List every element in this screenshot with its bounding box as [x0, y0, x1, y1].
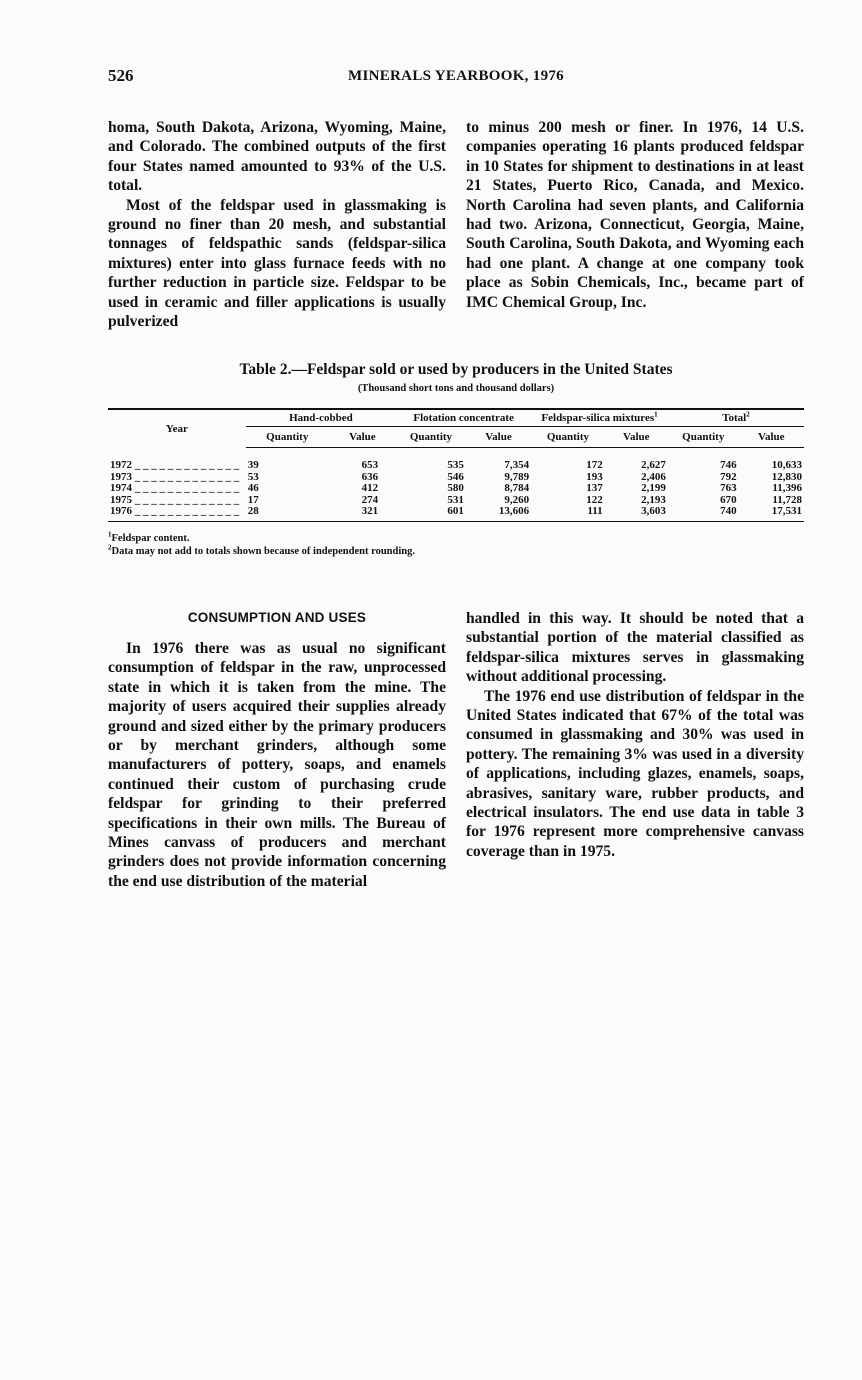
- running-title: MINERALS YEARBOOK, 1976: [348, 68, 564, 84]
- col-header-year: Year: [108, 409, 246, 448]
- paragraph: The 1976 end use distribution of feldspar in the United States indicated that 67% of the total was consumed in glassmaking and 30% was used in pottery. The remaining 3% was used in a diversity of applications, including glazes, enamels, soaps, abrasives, sanitary ware, rubber products, and electrical insulators. The end use data in table 3 for 1976 represent more comprehensive canvass coverage than in 1975.: [466, 687, 804, 860]
- footnote-1: $^1$Feldspar content.: [108, 530, 190, 544]
- table-row: 1972 _ _ _ _ _ _ _ _ _ _ _ _ _ 39 653 535 7,354 172 2,627 746 10,633: [110, 458, 802, 471]
- page-header: [108, 66, 804, 92]
- table-row: 1975 _ _ _ _ _ _ _ _ _ _ _ _ _ 17 274 531 9,260 122 2,193 670 11,728: [110, 493, 802, 506]
- table-footnotes: [108, 532, 804, 558]
- feldspar-table: [108, 408, 804, 522]
- table-row: 1974 _ _ _ _ _ _ _ _ _ _ _ _ _ 46 412 580 8,784 137 2,199 763 11,396: [110, 482, 802, 494]
- table-row: 1973 _ _ _ _ _ _ _ _ _ _ _ _ _ 53 636 546 9,789 193 2,406 792 12,830: [110, 470, 802, 483]
- col-group-hand-cobbed: Hand-cobbed: [246, 409, 396, 427]
- sub-header-quantity: Quantity: [531, 427, 605, 448]
- sub-header-quantity: Quantity: [246, 427, 329, 448]
- table-title: Table 2.—Feldspar sold or used by producers in the United States: [239, 361, 673, 378]
- sub-header-quantity: Quantity: [396, 427, 466, 448]
- table-row: 1976 _ _ _ _ _ _ _ _ _ _ _ _ _ 28 321 601 13,606 111 3,603 740 17,531: [108, 506, 804, 521]
- sub-header-value: Value: [739, 427, 804, 448]
- sub-header-value: Value: [466, 427, 531, 448]
- sub-header-value: Value: [605, 427, 668, 448]
- top-left-column: [108, 118, 446, 331]
- table-subtitle: (Thousand short tons and thousand dollars): [357, 383, 555, 394]
- paragraph: to minus 200 mesh or finer. In 1976, 14 U.S. companies operating 16 plants produced feldspar in 10 States for shipment to destinations in at least 21 States, Puerto Rico, Canada, and Mexico. North Carolina had seven plants, and California had two. Arizona, Connecticut, Georgia, Maine, South Carolina, South Dakota, and Wyoming each had one plant. A change at one company took place as Sobin Chemicals, Inc., became part of IMC Chemical Group, Inc.: [466, 119, 804, 311]
- footnote-2: $^2$Data may not add to totals shown because of independent rounding.: [108, 543, 415, 557]
- paragraph: handled in this way. It should be noted that a substantial portion of the material classified as feldspar-silica mixtures serves in glassmaking without additional processing.: [466, 610, 804, 686]
- bottom-right-column: [466, 609, 804, 861]
- page-number: 526: [108, 66, 134, 85]
- paragraph: homa, South Dakota, Arizona, Wyoming, Maine, and Colorado. The combined outputs of the first four States named amounted to 93% of the U.S. total.: [108, 119, 446, 195]
- section-heading: CONSUMPTION AND USES: [187, 610, 367, 625]
- paragraph: In 1976 there was as usual no significant consumption of feldspar in the raw, unprocessed state in which it is taken from the mine. The majority of users acquired their supplies already ground and sized either by the primary producers or by merchant grinders, although some manufacturers of pottery, soaps, and enamels continued their custom of purchasing crude feldspar for grinding to their preferred specifications in their own mills. The Bureau of Mines canvass of producers and merchant grinders does not provide information concerning the end use distribution of the material: [108, 640, 446, 890]
- sub-header-value: Value: [329, 427, 396, 448]
- sub-header-quantity: Quantity: [668, 427, 739, 448]
- col-group-total: Total$^2$: [668, 409, 804, 427]
- table-2: [108, 360, 804, 558]
- bottom-left-column: [108, 609, 446, 891]
- top-right-column: [466, 118, 804, 312]
- col-group-feldspar-silica: Feldspar-silica mixtures$^1$: [531, 409, 668, 427]
- col-group-flotation: Flotation concentrate: [396, 409, 531, 427]
- paragraph: Most of the feldspar used in glassmaking is ground no finer than 20 mesh, and substantial tonnages of feldspathic sands (feldspar-silica mixtures) enter into glass furnace feeds with no further reduction in particle size. Feldspar to be used in ceramic and filler applications is usually pulverized: [108, 196, 446, 331]
